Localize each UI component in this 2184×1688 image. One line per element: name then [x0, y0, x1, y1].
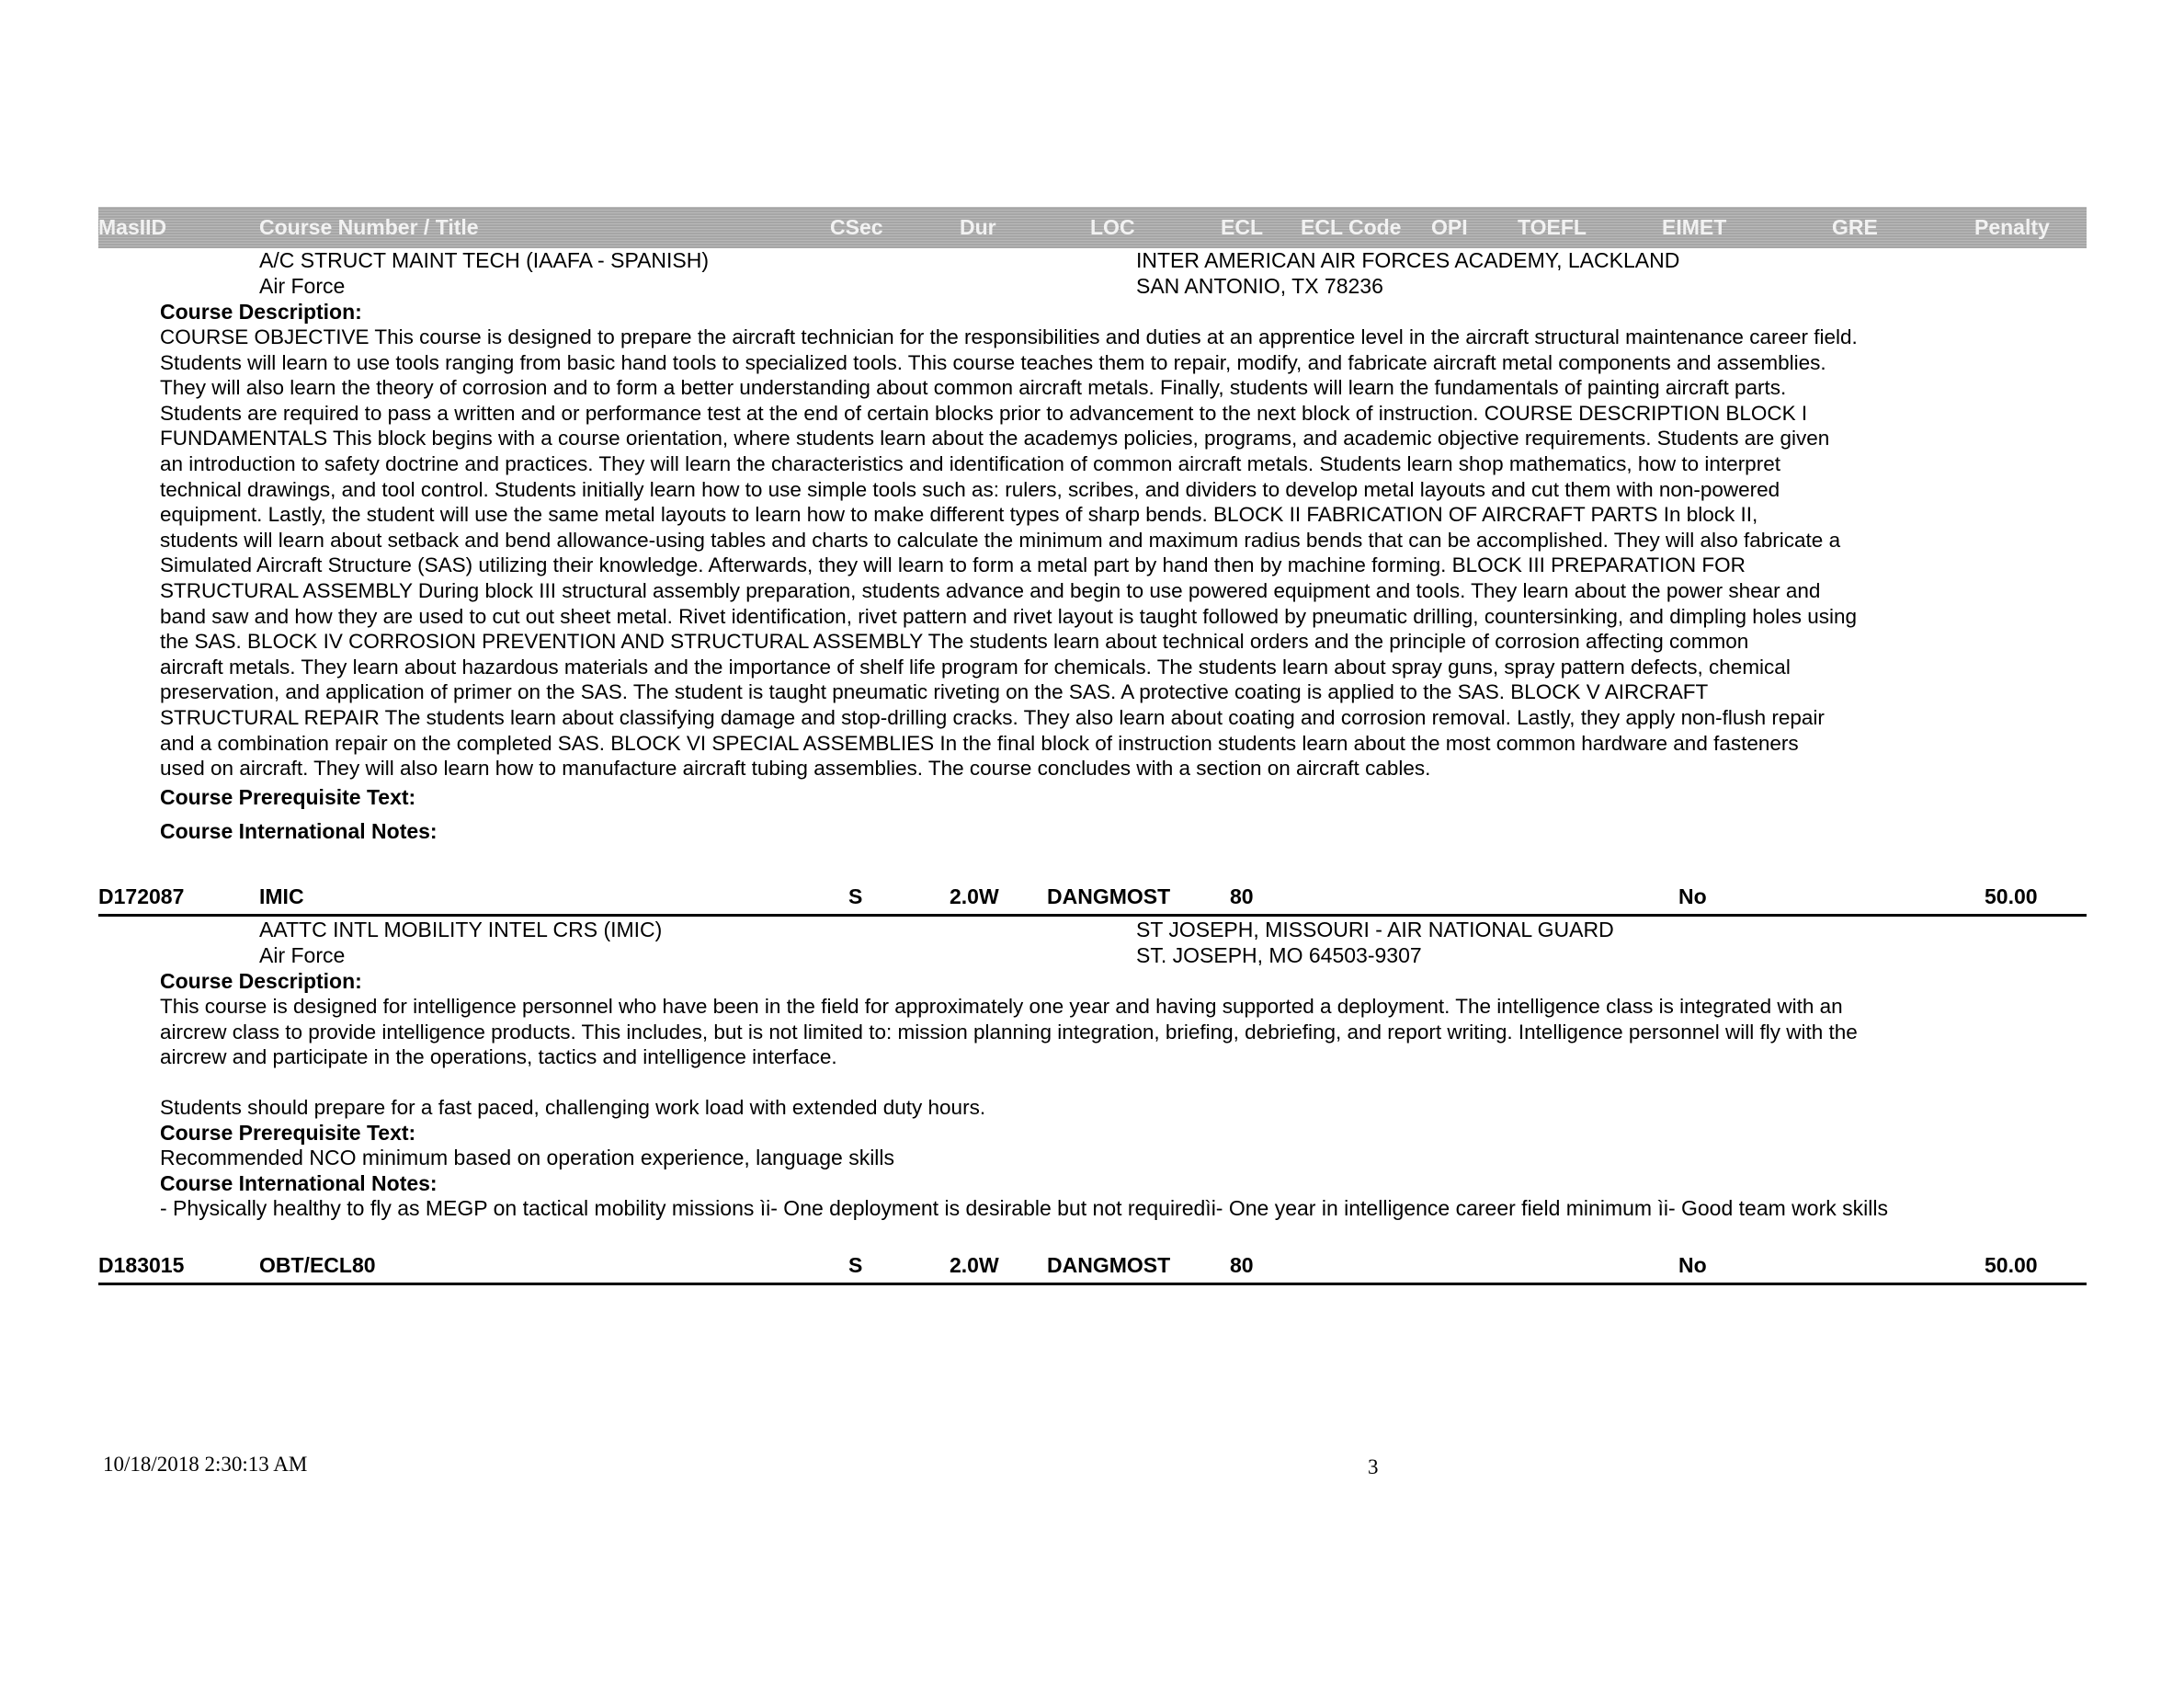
- row-ecl: 80: [1230, 884, 1254, 908]
- col-gre: GRE: [1832, 215, 1878, 239]
- col-ecl: ECL: [1221, 215, 1263, 239]
- course-description-label: Course Description:: [160, 969, 362, 993]
- course-title: AATTC INTL MOBILITY INTEL CRS (IMIC): [259, 918, 663, 941]
- row-course-number: IMIC: [259, 884, 304, 908]
- course-description-label: Course Description:: [160, 300, 362, 324]
- course-service: Air Force: [259, 274, 346, 298]
- row-csec: S: [848, 884, 863, 908]
- row-penalty: 50.00: [1985, 1253, 2038, 1277]
- row-ecl: 80: [1230, 1253, 1254, 1277]
- col-dur: Dur: [960, 215, 996, 239]
- col-toefl: TOEFL: [1518, 215, 1587, 239]
- course-location: ST JOSEPH, MISSOURI - AIR NATIONAL GUARD: [1136, 918, 1614, 941]
- row-dur: 2.0W: [950, 884, 999, 908]
- course-title: A/C STRUCT MAINT TECH (IAAFA - SPANISH): [259, 248, 710, 272]
- row-csec: S: [848, 1253, 863, 1277]
- course-international-label: Course International Notes:: [160, 1171, 438, 1195]
- course-international-text: - Physically healthy to fly as MEGP on tactical mobility missions ìi- One deployment is desirable but not requiredìi- One year in intelligence career field minimum ìi- Good team work skills: [160, 1196, 1888, 1220]
- course-address: ST. JOSEPH, MO 64503-9307: [1136, 943, 1422, 967]
- row-divider: [98, 914, 2087, 917]
- col-loc: LOC: [1090, 215, 1135, 239]
- course-prerequisite-label: Course Prerequisite Text:: [160, 785, 416, 809]
- course-description-text: This course is designed for intelligence personnel who have been in the field for approximately one year and having supported a deployment. The intelligence class is integrated with an aircrew class to provide intelligence products. This includes, but is not limited to: mission planning integration, briefing, debriefing, and report writing. Intelligence personnel will fly with the aircrew and participate in the operations, tactics and intelligence interface. Students should prepare for a fast paced, challenging work load with extended duty hours.: [160, 995, 1858, 1120]
- row-masiid: D172087: [98, 884, 185, 908]
- course-description-text: COURSE OBJECTIVE This course is designed to prepare the aircraft technician for the responsibilities and duties at an apprentice level in the aircraft structural maintenance career field. Students will learn to use tools ranging from basic hand tools to specialized tools. This course teaches them to repair, modify, and fabricate aircraft metal components and assemblies. They will also learn the theory of corrosion and to form a better understanding about common aircraft metals. Finally, students will learn the fundamentals of painting aircraft parts. Students are required to pass a written and or performance test at the end of certain blocks prior to advancement to the next block of instruction. COURSE DESCRIPTION BLOCK I FUNDAMENTALS This block begins with a course orientation, where students learn about the academys policies, programs, and academic objective requirements. Students are given an introduction to safety doctrine and practices. They will learn the characteristics and identification of common aircraft metals. Students learn shop mathematics, how to interpret technical drawings, and tool control. Students initially learn how to use simple tools such as: rulers, scribes, and dividers to develop metal layouts and cut them with non-powered equipment. Lastly, the student will use the same metal layouts to learn how to make different types of sharp bends. BLOCK II FABRICATION OF AIRCRAFT PARTS In block II, students will learn about setback and bend allowance-using tables and charts to calculate the minimum and maximum radius bends that can be accomplished. They will also fabricate a Simulated Aircraft Structure (SAS) utilizing their knowledge. Afterwards, they will learn to form a metal part by hand then by machine forming. BLOCK III PREPARATION FOR STRUCTURAL ASSEMBLY During block III structural assembly preparation, students advance and begin to use powered equipment and tools. They learn about the power shear and band saw and how they are used to cut out sheet metal. Rivet identification, rivet pattern and rivet layout is taught followed by pneumatic drilling, countersinking, and dimpling holes using the SAS. BLOCK IV CORROSION PREVENTION AND STRUCTURAL ASSEMBLY The students learn about technical orders and the principle of corrosion affecting common aircraft metals. They learn about hazardous materials and the importance of shelf life program for chemicals. The students learn about spray guns, spray pattern defects, chemical preservation, and application of primer on the SAS. The student is taught pneumatic riveting on the SAS. A protective coating is applied to the SAS. BLOCK V AIRCRAFT STRUCTURAL REPAIR The students learn about classifying damage and stop-drilling cracks. They also learn about coating and corrosion removal. Lastly, they apply non-flush repair and a combination repair on the completed SAS. BLOCK VI SPECIAL ASSEMBLIES In the final block of instruction students learn about the most common hardware and fasteners used on aircraft. They will also learn how to manufacture aircraft tubing assemblies. The course concludes with a section on aircraft cables.: [160, 325, 1858, 781]
- row-dur: 2.0W: [950, 1253, 999, 1277]
- course-international-label: Course International Notes:: [160, 819, 438, 843]
- row-loc: DANGMOST: [1047, 884, 1171, 908]
- footer-timestamp: 10/18/2018 2:30:13 AM: [103, 1453, 308, 1476]
- col-csec: CSec: [830, 215, 883, 239]
- course-prerequisite-text: Recommended NCO minimum based on operation experience, language skills: [160, 1146, 895, 1169]
- course-service: Air Force: [259, 943, 346, 967]
- row-course-number: OBT/ECL80: [259, 1253, 376, 1277]
- row-penalty: 50.00: [1985, 884, 2038, 908]
- col-penalty: Penalty: [1974, 215, 2050, 239]
- col-masiid: MasIID: [98, 215, 167, 239]
- course-location: INTER AMERICAN AIR FORCES ACADEMY, LACKLAND: [1136, 248, 1680, 272]
- page-number: 3: [1368, 1455, 1379, 1478]
- col-eimet: EIMET: [1662, 215, 1727, 239]
- row-masiid: D183015: [98, 1253, 185, 1277]
- course-prerequisite-label: Course Prerequisite Text:: [160, 1121, 416, 1145]
- row-loc: DANGMOST: [1047, 1253, 1171, 1277]
- col-ecl-code: ECL Code: [1301, 215, 1402, 239]
- row-eimet: No: [1678, 884, 1707, 908]
- course-address: SAN ANTONIO, TX 78236: [1136, 274, 1383, 298]
- row-eimet: No: [1678, 1253, 1707, 1277]
- row-divider: [98, 1283, 2087, 1285]
- col-opi: OPI: [1431, 215, 1468, 239]
- col-course-title: Course Number / Title: [259, 215, 479, 239]
